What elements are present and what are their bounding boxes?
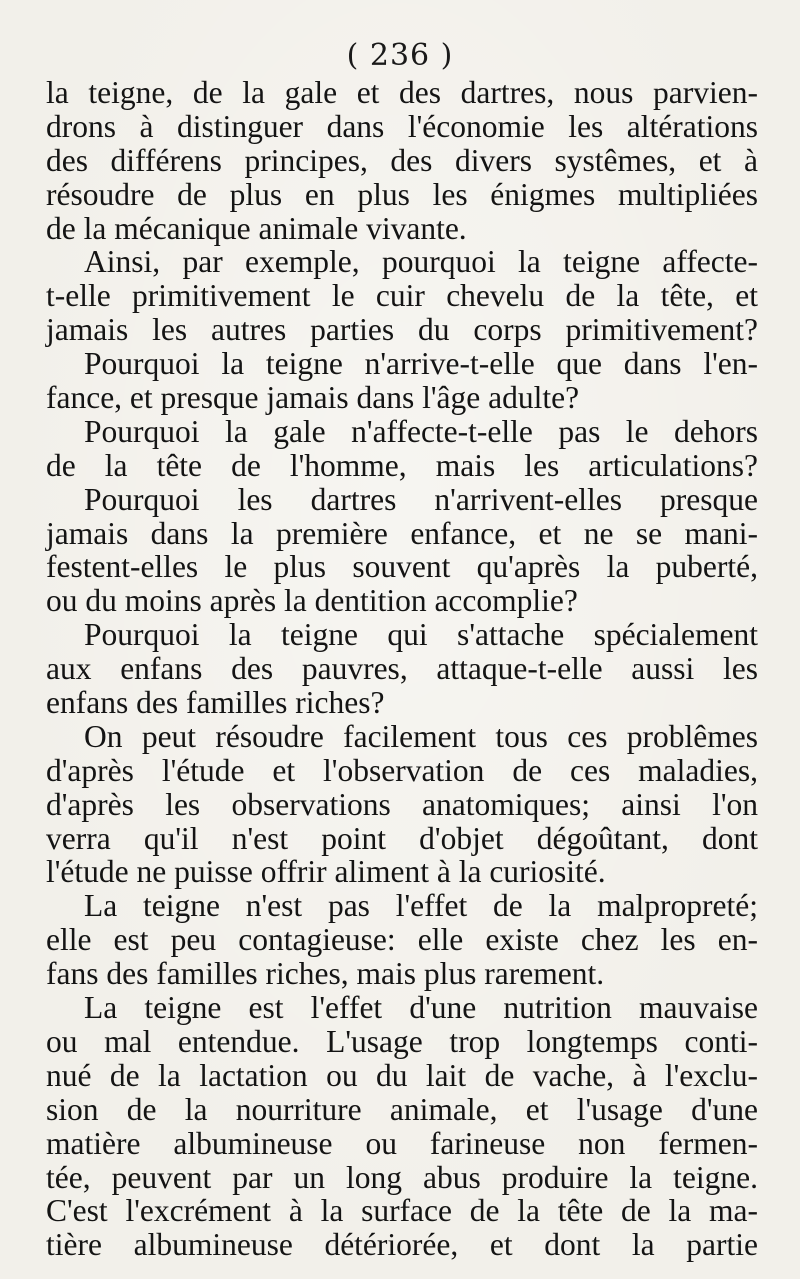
- paragraph: [46, 889, 758, 991]
- paragraph: [46, 347, 758, 415]
- text-line: ou mal entendue. L'usage trop longtemps conti-: [46, 1023, 758, 1059]
- text-line: l'étude ne puisse offrir aliment à la curiosité.: [46, 854, 606, 890]
- text-line: sion de la nourriture animale, et l'usage d'une: [46, 1091, 758, 1127]
- text-line: enfans des familles riches?: [46, 685, 385, 721]
- text-line: tière albumineuse détériorée, et dont la partie: [46, 1227, 758, 1263]
- text-line: On peut résoudre facilement tous ces problêmes: [84, 718, 758, 754]
- text-line: jamais les autres parties du corps primitivement?: [46, 312, 758, 348]
- text-line: fans des familles riches, mais plus rarement.: [46, 956, 605, 992]
- text-line: Pourquoi la gale n'affecte-t-elle pas le dehors: [84, 413, 758, 449]
- text-line: festent-elles le plus souvent qu'après la puberté,: [46, 549, 758, 585]
- text-line: de la mécanique animale vivante.: [46, 210, 467, 246]
- text-line: de la tête de l'homme, mais les articulations?: [46, 447, 758, 483]
- text-line: aux enfans des pauvres, attaque-t-elle aussi les: [46, 651, 758, 687]
- text-line: tée, peuvent par un long abus produire la teigne.: [46, 1159, 758, 1195]
- paragraph: [46, 76, 758, 245]
- text-line: d'après les observations anatomiques; ainsi l'on: [46, 786, 758, 822]
- text-line: ou du moins après la dentition accomplie?: [46, 583, 578, 619]
- paragraph: [46, 483, 758, 619]
- text-line: Pourquoi les dartres n'arrivent-elles presque: [84, 481, 758, 517]
- text-line: Pourquoi la teigne n'arrive-t-elle que dans l'en-: [84, 346, 758, 382]
- text-line: d'après l'étude et l'observation de ces maladies,: [46, 752, 758, 788]
- paragraph: [46, 415, 758, 483]
- body-text: [46, 76, 758, 1262]
- text-line: jamais dans la première enfance, et ne se mani-: [46, 515, 758, 551]
- text-line: matière albumineuse ou farineuse non fermen-: [46, 1125, 758, 1161]
- text-line: t-elle primitivement le cuir chevelu de la tête, et: [46, 278, 758, 314]
- text-line: des différens principes, des divers systêmes, et à: [46, 142, 758, 178]
- text-line: nué de la lactation ou du lait de vache, à l'exclu-: [46, 1057, 758, 1093]
- page-number: ( 236 ): [346, 38, 454, 73]
- text-line: La teigne n'est pas l'effet de la malpropreté;: [84, 888, 758, 924]
- paragraph: [46, 720, 758, 889]
- text-line: La teigne est l'effet d'une nutrition mauvaise: [84, 990, 758, 1026]
- text-line: Pourquoi la teigne qui s'attache spécialement: [84, 617, 758, 653]
- text-line: Ainsi, par exemple, pourquoi la teigne affecte-: [84, 244, 758, 280]
- text-line: la teigne, de la gale et des dartres, nous parvien-: [46, 75, 758, 110]
- paragraph: [46, 991, 758, 1262]
- text-line: drons à distinguer dans l'économie les altérations: [46, 108, 758, 144]
- text-line: résoudre de plus en plus les énigmes multipliées: [46, 176, 758, 212]
- text-line: C'est l'excrément à la surface de la tête de la ma-: [46, 1193, 758, 1229]
- text-line: verra qu'il n'est point d'objet dégoûtant, dont: [46, 820, 758, 856]
- text-line: elle est peu contagieuse: elle existe chez les en-: [46, 922, 758, 958]
- text-line: fance, et presque jamais dans l'âge adulte?: [46, 380, 580, 416]
- paragraph: [46, 245, 758, 347]
- paragraph: [46, 618, 758, 720]
